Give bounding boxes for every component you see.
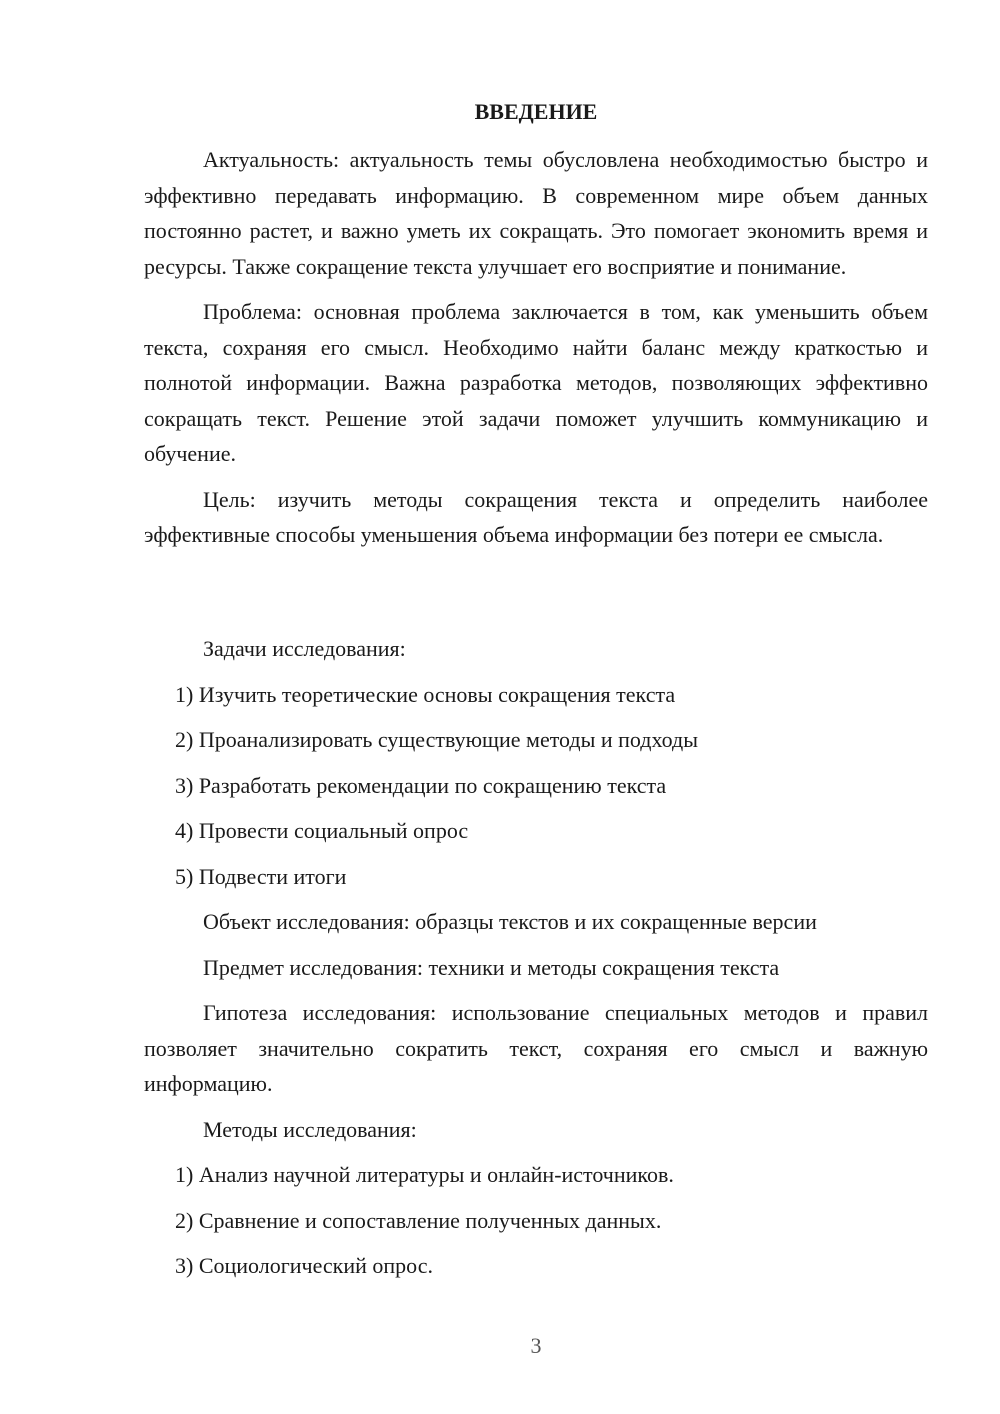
task-item: 3) Разработать рекомендации по сокращению текста (175, 772, 667, 798)
intro-paragraphs (144, 142, 928, 553)
task-item: 1) Изучить теоретические основы сокращения текста (175, 681, 676, 707)
method-item: 1) Анализ научной литературы и онлайн-источников. (175, 1162, 674, 1187)
research-hypothesis: Гипотеза исследования: использование специальных методов и правил позволяет значительно сократить текст, сохраняя его смысл и важную информацию. (144, 1000, 928, 1096)
tasks-section (144, 631, 928, 1284)
task-item: 5) Подвести итоги (175, 863, 347, 889)
page-title: ВВЕДЕНИЕ (474, 99, 598, 124)
method-item: 3) Социологический опрос. (175, 1253, 433, 1278)
methods-heading: Методы исследования: (203, 1116, 417, 1142)
paragraph-problem: Проблема: основная проблема заключается в том, как уменьшить объем текста, сохраняя его смысл. Необходимо найти баланс между краткостью и полнотой информации. Важна разработка методов, позволяющих эффективно сокращать текст. Решение этой задачи поможет улучшить коммуникацию и обучение. (144, 299, 928, 466)
research-subject: Предмет исследования: техники и методы сокращения текста (203, 954, 780, 980)
tasks-heading: Задачи исследования: (203, 636, 406, 661)
research-object: Объект исследования: образцы текстов и их сокращенные версии (203, 909, 817, 934)
task-item: 2) Проанализировать существующие методы и подходы (175, 727, 698, 752)
method-item: 2) Сравнение и сопоставление полученных данных. (175, 1207, 662, 1233)
paragraph-goal: Цель: изучить методы сокращения текста и определить наиболее эффективные способы уменьшения объема информации без потери ее смысла. (144, 486, 928, 547)
task-item: 4) Провести социальный опрос (175, 818, 469, 843)
paragraph-relevance: Актуальность: актуальность темы обусловлена необходимостью быстро и эффективно передавать информацию. В современном мире объем данных постоянно растет, и важно уметь их сокращать. Это помогает экономить время и ресурсы. Также сокращение текста улучшает его восприятие и понимание. (144, 147, 928, 279)
page-number: 3 (530, 1333, 542, 1358)
